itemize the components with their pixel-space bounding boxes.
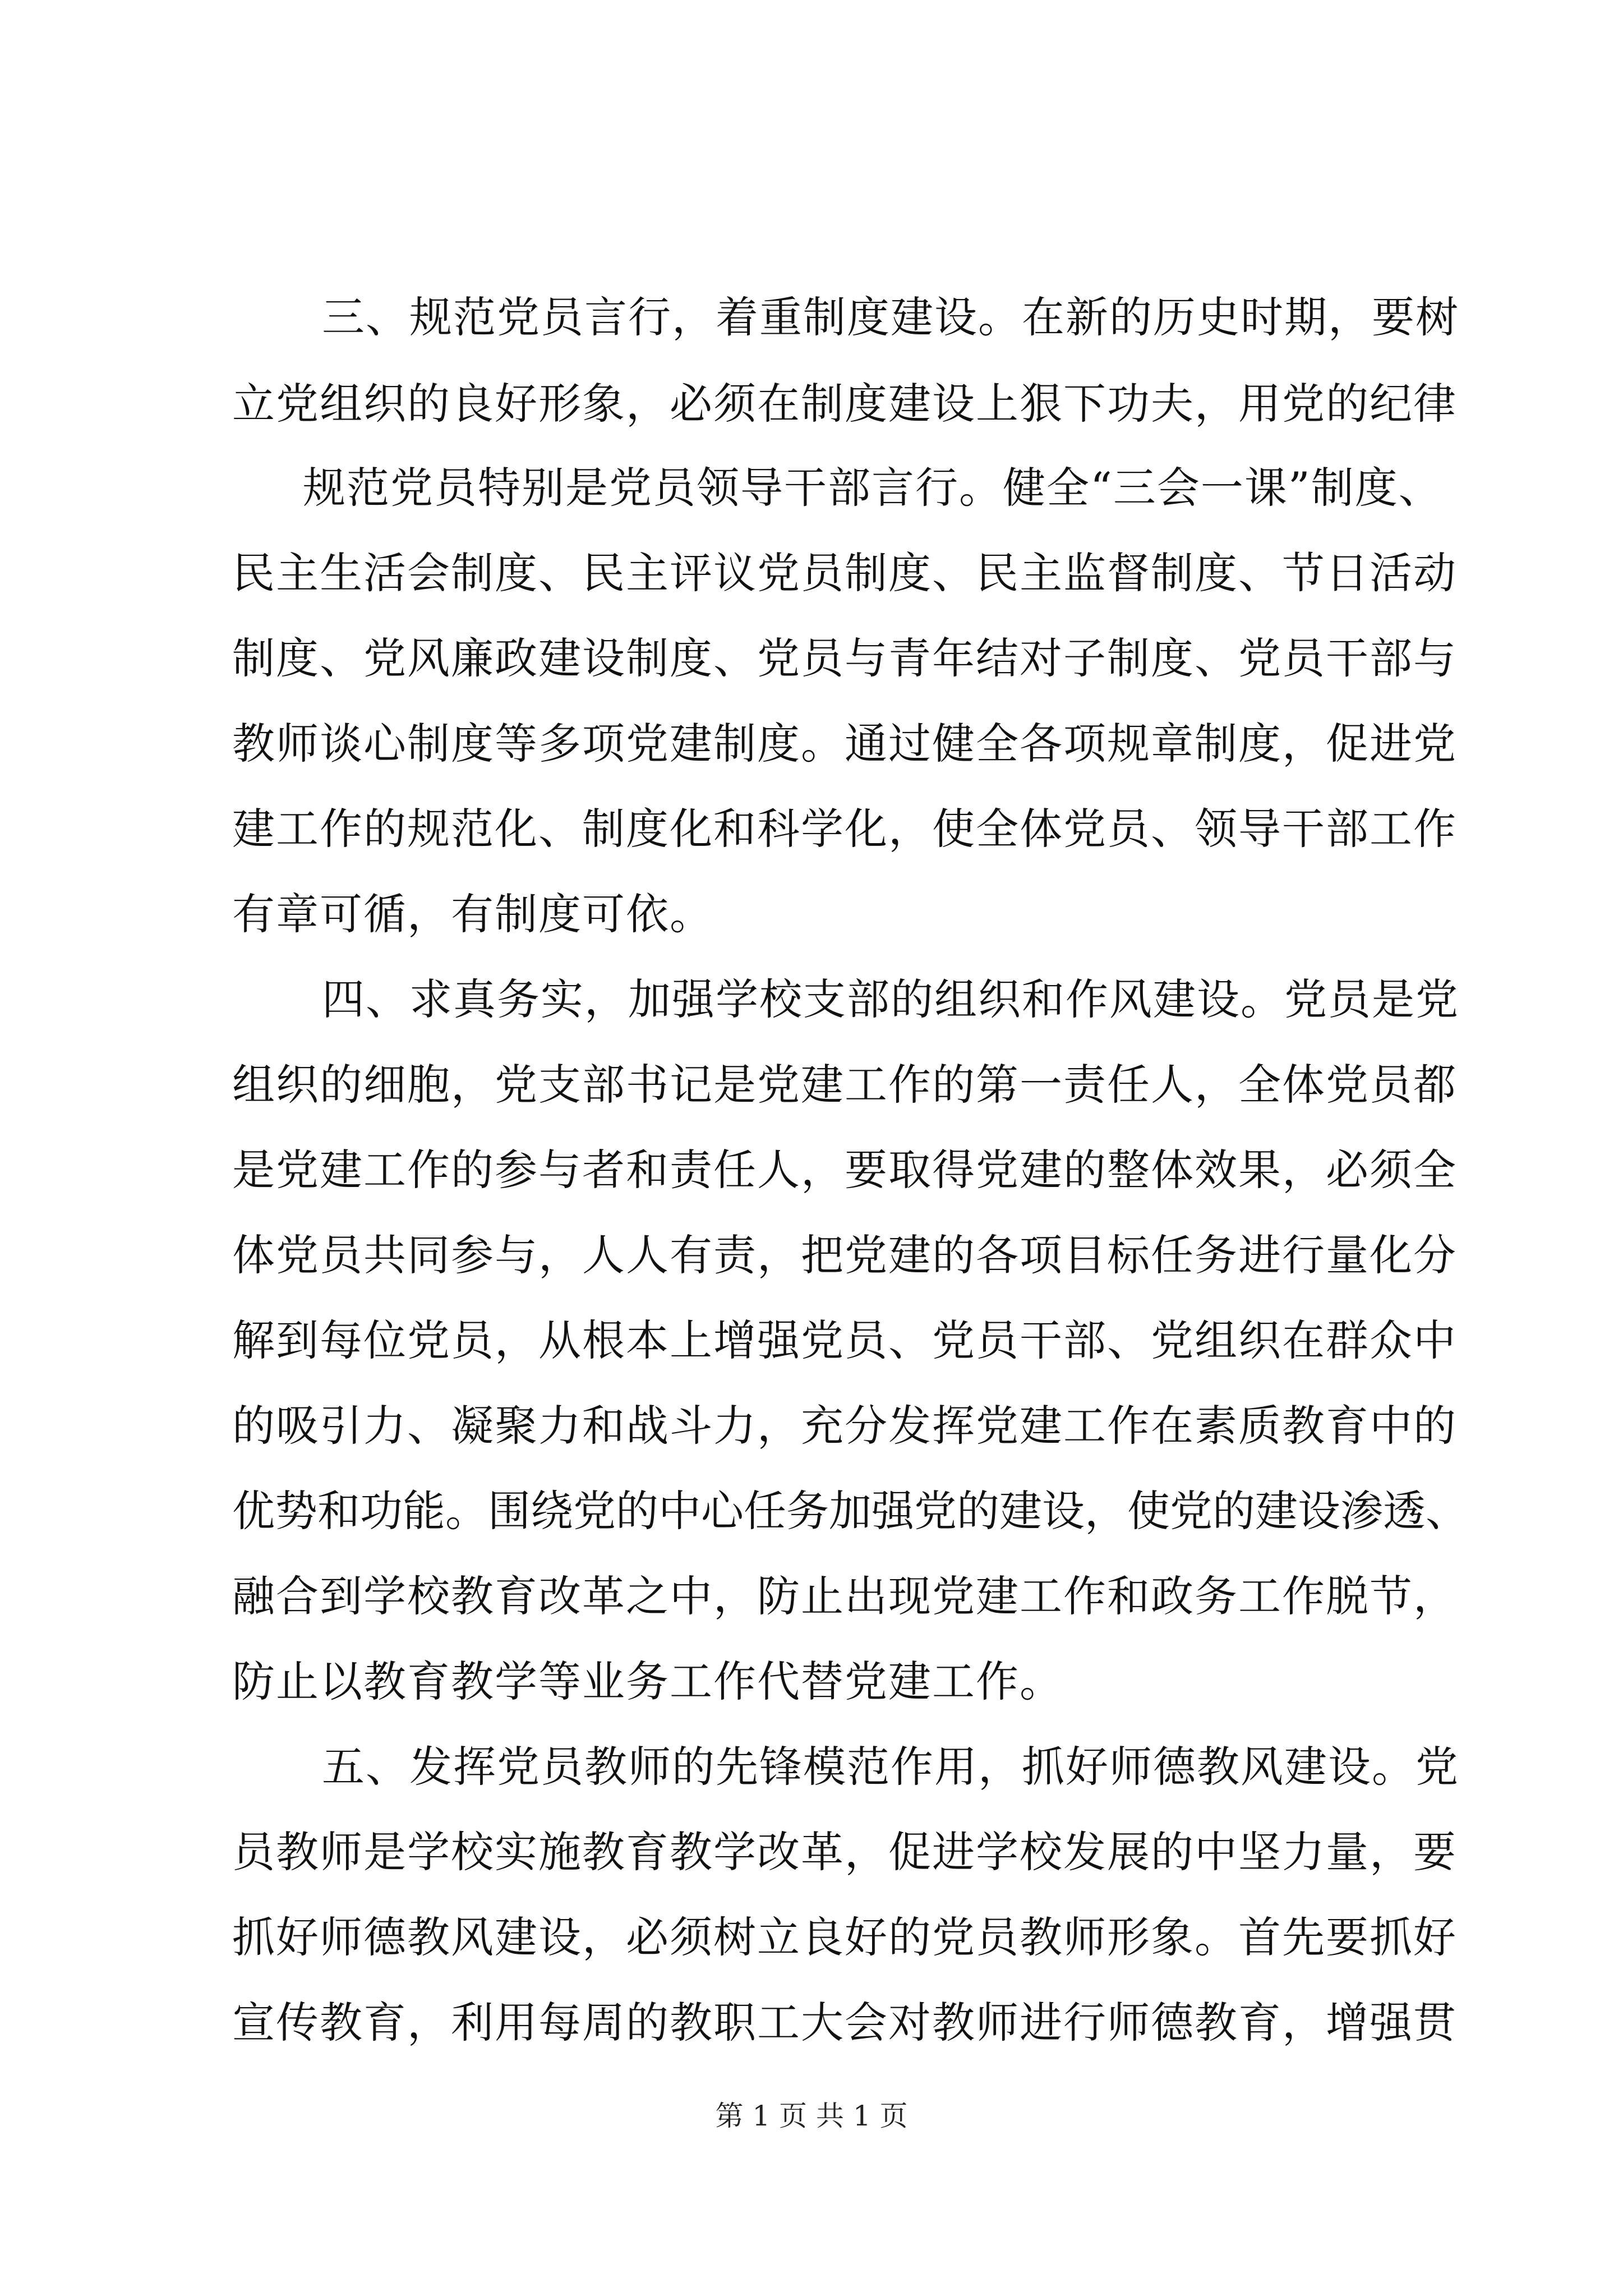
text-line-10: 组织的细胞，党支部书记是党建工作的第一责任人，全体党员都 <box>232 1060 1457 1110</box>
text-line-7: 建工作的规范化、制度化和科学化，使全体党员、领导干部工作 <box>232 804 1457 854</box>
text-line-17: 防止以教育教学等业务工作代替党建工作。 <box>232 1657 1063 1706</box>
text-line-2: 立党组织的良好形象，必须在制度建设上狠下功夫，用党的纪律 <box>232 379 1457 429</box>
text-line-5: 制度、党风廉政建设制度、党员与青年结对子制度、党员干部与 <box>232 633 1457 683</box>
text-line-6: 教师谈心制度等多项党建制度。通过健全各项规章制度，促进党 <box>232 719 1457 769</box>
text-line-20: 抓好师德教风建设，必须树立良好的党员教师形象。首先要抓好 <box>232 1912 1457 1962</box>
text-line-1: 三、规范党员言行，着重制度建设。在新的历史时期，要树 <box>322 292 1459 342</box>
text-line-11: 是党建工作的参与者和责任人，要取得党建的整体效果，必须全 <box>232 1145 1457 1195</box>
text-line-8: 有章可循，有制度可依。 <box>232 889 713 939</box>
text-line-9: 四、求真务实，加强学校支部的组织和作风建设。党员是党 <box>322 974 1459 1024</box>
text-line-14: 的吸引力、凝聚力和战斗力，充分发挥党建工作在素质教育中的 <box>232 1401 1457 1451</box>
text-line-12: 体党员共同参与，人人有责，把党建的各项目标任务进行量化分 <box>232 1230 1457 1280</box>
text-line-3: 规范党员特别是党员领导干部言行。健全“三会一课”制度、 <box>303 463 1442 513</box>
text-line-21: 宣传教育，利用每周的教职工大会对教师进行师德教育，增强贯 <box>232 1998 1457 2047</box>
text-line-18: 五、发挥党员教师的先锋模范作用，抓好师德教风建设。党 <box>322 1742 1459 1792</box>
page-footer: 第 1 页 共 1 页 <box>715 2100 908 2132</box>
text-line-19: 员教师是学校实施教育教学改革，促进学校发展的中坚力量，要 <box>232 1827 1457 1877</box>
text-line-13: 解到每位党员，从根本上增强党员、党员干部、党组织在群众中 <box>232 1315 1457 1365</box>
text-line-16: 融合到学校教育改革之中，防止出现党建工作和政务工作脱节， <box>232 1571 1457 1621</box>
text-line-4: 民主生活会制度、民主评议党员制度、民主监督制度、节日活动 <box>232 548 1457 598</box>
text-line-15: 优势和功能。围绕党的中心任务加强党的建设，使党的建设渗透、 <box>232 1486 1468 1536</box>
